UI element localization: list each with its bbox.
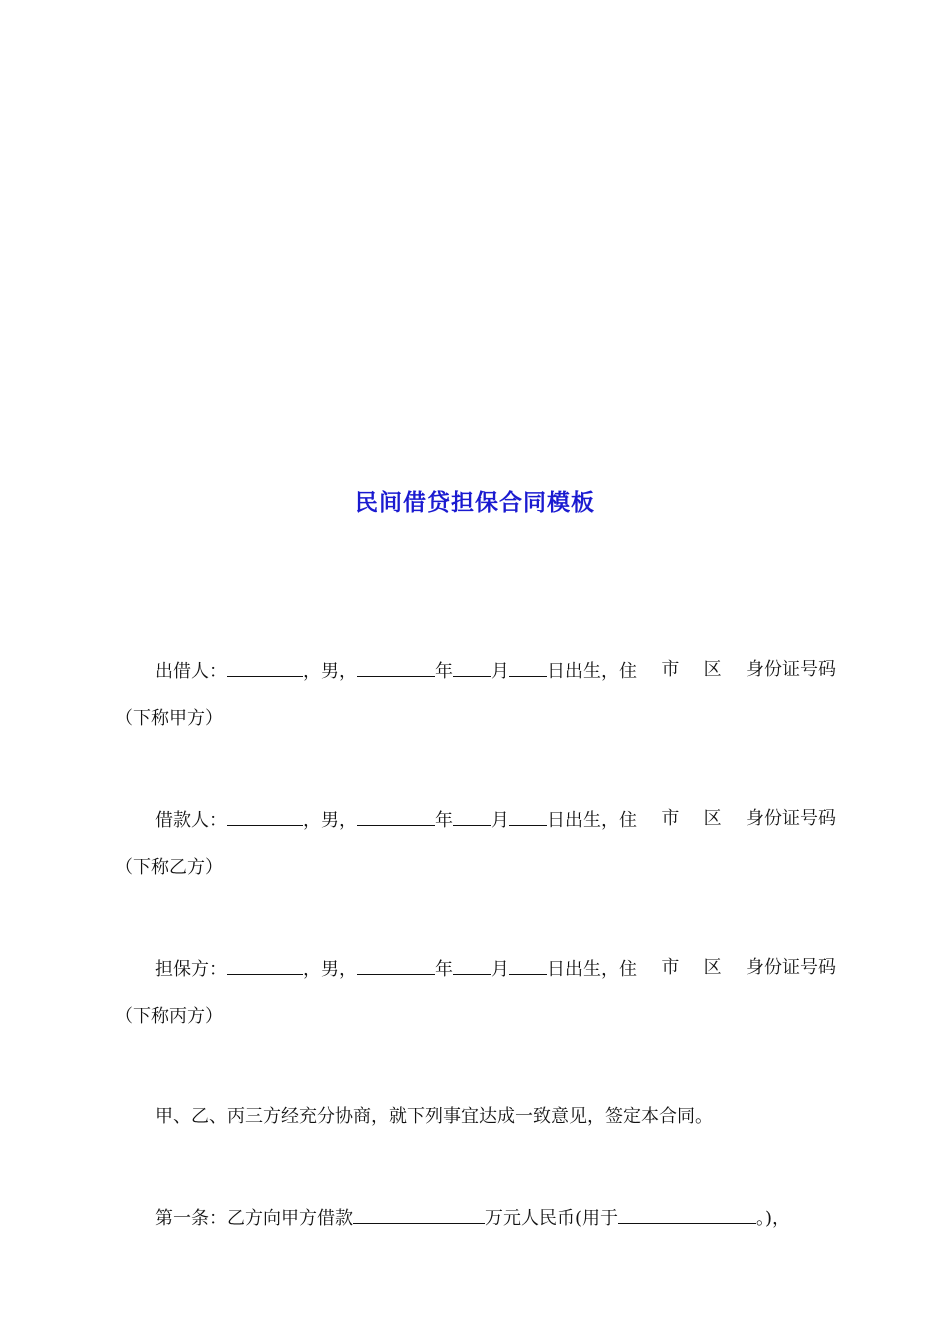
party-line-lender bbox=[155, 656, 836, 686]
document-title: 民间借贷担保合同模板 bbox=[355, 490, 595, 516]
name-blank[interactable] bbox=[227, 954, 303, 975]
party-line-guarantor bbox=[155, 954, 836, 984]
birth-day-blank[interactable] bbox=[509, 805, 547, 826]
city-label: 市 bbox=[661, 957, 680, 978]
birth-month-blank[interactable] bbox=[453, 805, 491, 826]
birth-month-blank[interactable] bbox=[453, 954, 491, 975]
loan-purpose-blank[interactable] bbox=[618, 1203, 756, 1224]
birth-month-blank[interactable] bbox=[453, 656, 491, 677]
district-label: 区 bbox=[703, 659, 722, 680]
city-label: 市 bbox=[661, 659, 680, 680]
birth-year-blank[interactable] bbox=[357, 656, 435, 677]
name-blank[interactable] bbox=[227, 805, 303, 826]
birth-day-blank[interactable] bbox=[509, 656, 547, 677]
birth-year-blank[interactable] bbox=[357, 954, 435, 975]
loan-amount-blank[interactable] bbox=[353, 1203, 485, 1224]
id-number-label: 身份证号码 bbox=[745, 957, 836, 978]
party-alias-lender: （下称甲方） bbox=[115, 708, 223, 729]
lender-intro: 出借人： ，男， 年 月 日出生，住 bbox=[155, 656, 637, 686]
party-line-borrower bbox=[155, 805, 836, 835]
name-blank[interactable] bbox=[227, 656, 303, 677]
district-label: 区 bbox=[703, 957, 722, 978]
city-label: 市 bbox=[661, 808, 680, 829]
guarantor-intro: 担保方： ，男， 年 月 日出生，住 bbox=[155, 954, 637, 984]
agreement-paragraph: 甲、乙、丙三方经充分协商，就下列事宜达成一致意见，签定本合同。 bbox=[155, 1106, 713, 1127]
id-number-label: 身份证号码 bbox=[745, 808, 836, 829]
district-label: 区 bbox=[703, 808, 722, 829]
birth-year-blank[interactable] bbox=[357, 805, 435, 826]
party-alias-guarantor: （下称丙方） bbox=[115, 1006, 223, 1027]
party-alias-borrower: （下称乙方） bbox=[115, 857, 223, 878]
borrower-intro: 借款人： ，男， 年 月 日出生，住 bbox=[155, 805, 637, 835]
birth-day-blank[interactable] bbox=[509, 954, 547, 975]
article-one: 第一条：乙方向甲方借款 万元人民币(用于 。)， bbox=[155, 1203, 790, 1233]
id-number-label: 身份证号码 bbox=[745, 659, 836, 680]
